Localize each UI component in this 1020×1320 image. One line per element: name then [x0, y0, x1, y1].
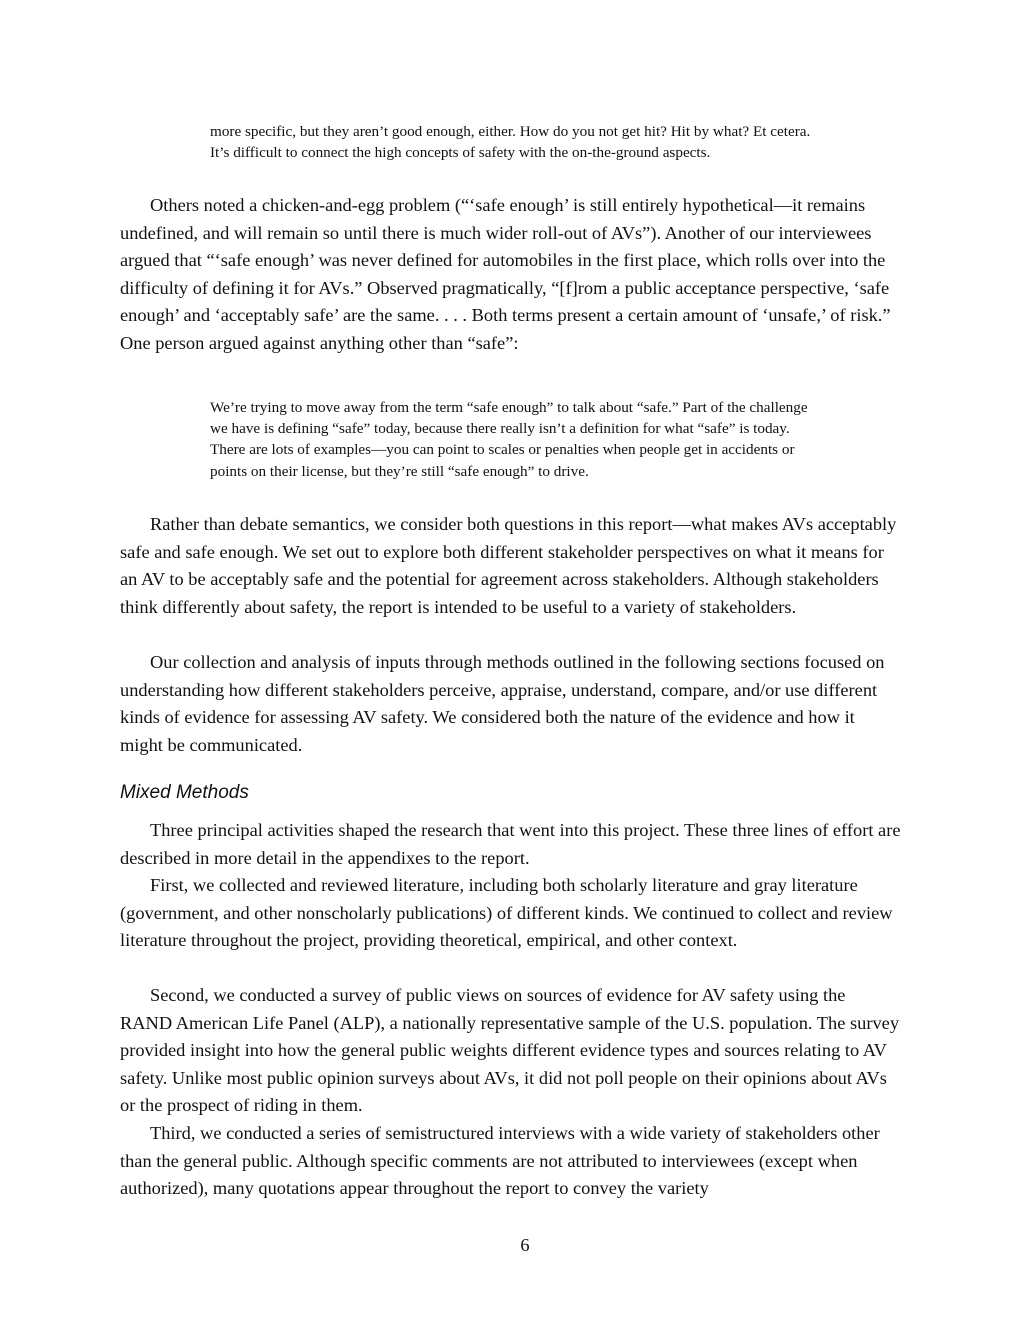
paragraph-literature-review: First, we collected and reviewed literature, including both scholarly literature and gray literature (government, and other nonscholarly publications) of different kinds. We continued to collect and review literature throughout the project, providing theoretical, empirical, and other context. [120, 875, 893, 951]
section-heading-mixed-methods: Mixed Methods [120, 782, 249, 803]
page-number: 6 [520, 1235, 530, 1255]
paragraph-collection-analysis: Our collection and analysis of inputs through methods outlined in the following sections focused on understanding how different stakeholders perceive, appraise, understand, compare, and/or use different kinds of evidence for assessing AV safety. We considered both the nature of the evidence and how it might be communicated. [120, 652, 885, 755]
paragraph-survey: Second, we conducted a survey of public views on sources of evidence for AV safety using the RAND American Life Panel (ALP), a nationally representative sample of the U.S. population. The survey provided insight into how the general public weights different evidence types and sources relating to AV safety. Unlike most public opinion surveys about AVs, it did not poll people on their opinions about AVs or the prospect of riding in them. [120, 985, 900, 1116]
block-quote-safe [210, 397, 820, 482]
paragraph-principal-activities: Three principal activities shaped the research that went into this project. These three lines of effort are described in more detail in the appendixes to the report. [120, 820, 901, 868]
block-quote-top [210, 121, 820, 163]
block-quote-top-text: more specific, but they aren’t good enough, either. How do you not get hit? Hit by what? Et cetera. It’s difficult to connect the high concepts of safety with the on-the-ground aspects. [210, 123, 811, 162]
paragraph-chicken-and-egg: Others noted a chicken-and-egg problem (“‘safe enough’ is still entirely hypothetical—it remains undefined, and will remain so until there is much wider roll-out of AVs”). Another of our interviewees argued that “‘safe enough’ was never defined for automobiles in the first place, which rolls over into the difficulty of defining it for AVs.” Observed pragmatically, “[f]rom a public acceptance perspective, ‘safe enough’ and ‘acceptably safe’ are the same. . . . Both terms present a certain amount of ‘unsafe,’ of risk.” One person argued against anything other than “safe”: [120, 195, 891, 353]
block-quote-safe-text: We’re trying to move away from the term “safe enough” to talk about “safe.” Part of the challenge we have is defining “safe” today, because there really isn’t a definition for what “safe” is today. There are lots of examples—you can point to scales or penalties when people get in accidents or points on their license, but they’re still “safe enough” to drive. [210, 399, 808, 480]
paragraph-debate-semantics: Rather than debate semantics, we consider both questions in this report—what makes AVs acceptably safe and safe enough. We set out to explore both different stakeholder perspectives on what it means for an AV to be acceptably safe and the potential for agreement across stakeholders. Although stakeholders think differently about safety, the report is intended to be useful to a variety of stakeholders. [120, 514, 897, 617]
paragraph-interviews: Third, we conducted a series of semistructured interviews with a wide variety of stakeholders other than the general public. Although specific comments are not attributed to interviewees (except when authorized), many quotations appear throughout the report to convey the variety [120, 1123, 880, 1199]
